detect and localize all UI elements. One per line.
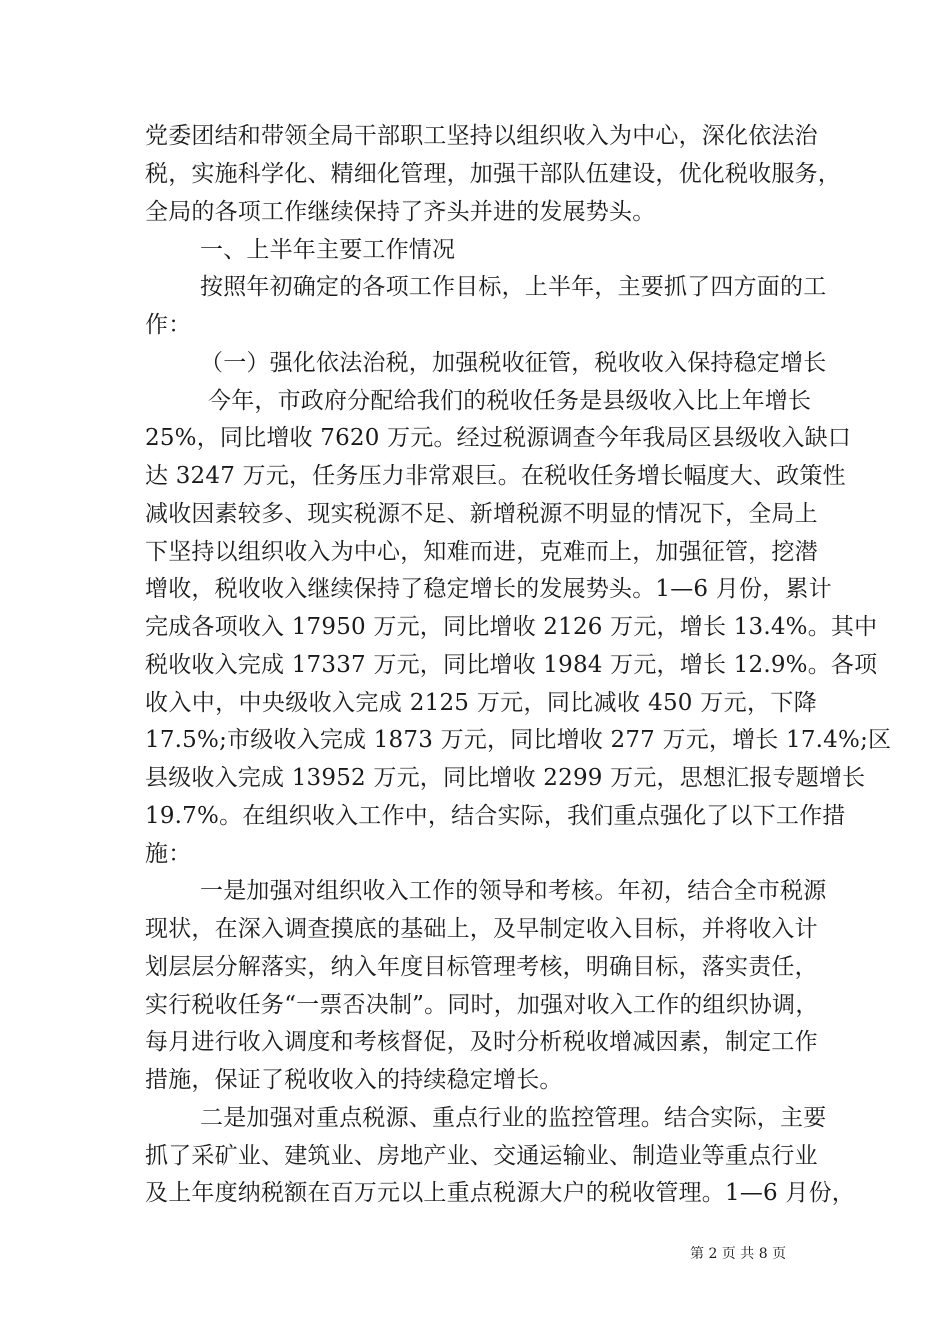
page-number-footer: 第 2 页 共 8 页 bbox=[690, 1246, 787, 1262]
paragraph-line: 作： bbox=[145, 312, 192, 338]
paragraph-line: 19.7%。在组织收入工作中，结合实际，我们重点强化了以下工作措 bbox=[145, 803, 846, 829]
paragraph-line: 措施，保证了税收收入的持续稳定增长。 bbox=[145, 1067, 563, 1093]
paragraph-line: 实行税收任务“一票否决制”。同时，加强对收入工作的组织协调， bbox=[145, 992, 819, 1018]
subsection-heading: （一）强化依法治税，加强税收征管，税收收入保持稳定增长 bbox=[200, 350, 827, 376]
paragraph-line: 每月进行收入调度和考核督促，及时分析税收增减因素，制定工作 bbox=[145, 1029, 818, 1055]
paragraph-line: 下坚持以组织收入为中心，知难而进，克难而上，加强征管，挖潜 bbox=[145, 539, 818, 565]
paragraph-line: 现状，在深入调查摸底的基础上，及早制定收入目标，并将收入计 bbox=[145, 916, 818, 942]
paragraph-line: 全局的各项工作继续保持了齐头并进的发展势头。 bbox=[145, 199, 656, 225]
paragraph-line: 达 3247 万元，任务压力非常艰巨。在税收任务增长幅度大、政策性 bbox=[145, 463, 846, 489]
paragraph-line: 今年，市政府分配给我们的税收任务是县级收入比上年增长 bbox=[208, 388, 812, 414]
paragraph-line: 收入中，中央级收入完成 2125 万元，同比减收 450 万元，下降 bbox=[145, 690, 817, 716]
paragraph-line: 17.5%;市级收入完成 1873 万元，同比增收 277 万元，增长 17.4%;区 bbox=[145, 727, 892, 753]
paragraph-line: 施： bbox=[145, 841, 192, 867]
paragraph-line: 抓了采矿业、建筑业、房地产业、交通运输业、制造业等重点行业 bbox=[145, 1143, 818, 1169]
paragraph-line: 增收，税收收入继续保持了稳定增长的发展势头。1—6 月份，累计 bbox=[145, 576, 832, 602]
paragraph-line: 25%，同比增收 7620 万元。经过税源调查今年我局区县级收入缺口 bbox=[145, 425, 852, 451]
paragraph-line: 减收因素较多、现实税源不足、新增税源不明显的情况下，全局上 bbox=[145, 501, 818, 527]
paragraph-line: 划层层分解落实，纳入年度目标管理考核，明确目标，落实责任， bbox=[145, 954, 818, 980]
paragraph-line: 县级收入完成 13952 万元，同比增收 2299 万元，思想汇报专题增长 bbox=[145, 765, 866, 791]
paragraph-line: 税收收入完成 17337 万元，同比增收 1984 万元，增长 12.9%。各项 bbox=[145, 652, 878, 678]
paragraph-line: 按照年初确定的各项工作目标，上半年，主要抓了四方面的工 bbox=[200, 274, 827, 300]
paragraph-line: 及上年度纳税额在百万元以上重点税源大户的税收管理。1—6 月份， bbox=[145, 1180, 855, 1206]
section-heading: 一、上半年主要工作情况 bbox=[200, 237, 456, 263]
paragraph-line: 党委团结和带领全局干部职工坚持以组织收入为中心，深化依法治 bbox=[145, 123, 818, 149]
paragraph-line: 一是加强对组织收入工作的领导和考核。年初，结合全市税源 bbox=[200, 878, 827, 904]
paragraph-line: 税，实施科学化、精细化管理，加强干部队伍建设，优化税收服务， bbox=[145, 161, 841, 187]
paragraph-line: 二是加强对重点税源、重点行业的监控管理。结合实际，主要 bbox=[200, 1105, 827, 1131]
paragraph-line: 完成各项收入 17950 万元，同比增收 2126 万元，增长 13.4%。其中 bbox=[145, 614, 878, 640]
